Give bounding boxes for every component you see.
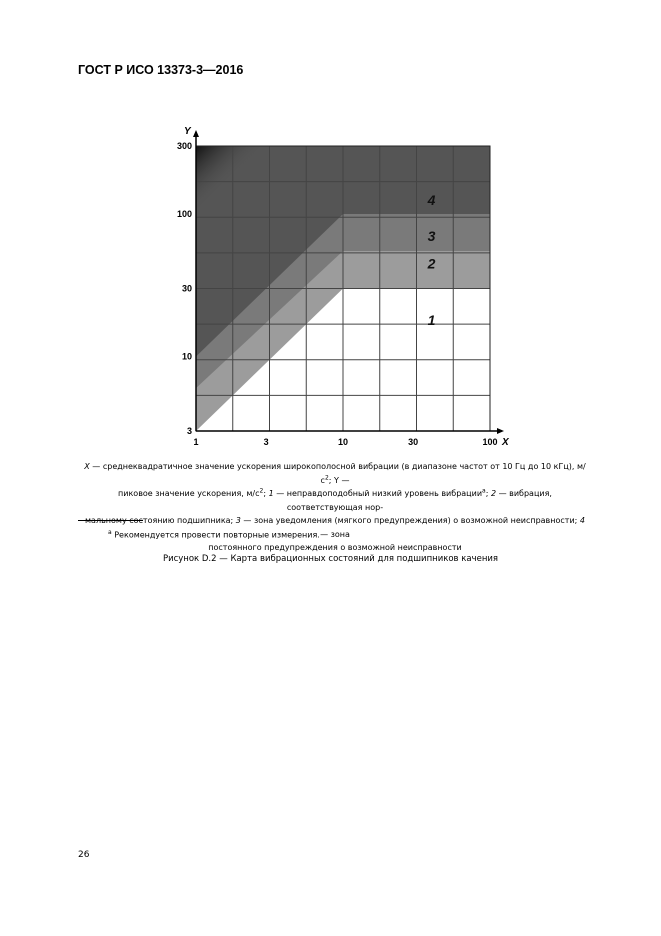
- zone-1-label: 1: [427, 312, 436, 329]
- figure-title: Рисунок D.2 — Карта вибрационных состояний для подшипников качения: [162, 554, 499, 564]
- legend-zone2-desc-cont: мальному состоянию подшипника;: [85, 516, 236, 525]
- document-header: ГОСТ Р ИСО 13373-3—2016: [78, 63, 244, 77]
- y-tick-label: 30: [181, 283, 192, 294]
- footnote-text: Рекомендуется провести повторные измерения.: [114, 530, 320, 540]
- legend-sep: ;: [263, 489, 269, 498]
- y-tick-label: 300: [176, 141, 192, 151]
- footnote: [108, 529, 320, 540]
- legend-x-symbol: X: [84, 462, 90, 471]
- x-tick-label: 100: [482, 437, 498, 447]
- footnote-mark: а: [108, 529, 112, 536]
- x-tick-label: 1: [193, 437, 199, 447]
- legend-sep: ;: [485, 489, 491, 498]
- y-tick-label: 10: [181, 351, 192, 362]
- footnote-rule: [78, 520, 143, 521]
- zone-2-label: 2: [427, 255, 436, 272]
- y-tick-label: 100: [176, 208, 192, 219]
- vibration-state-chart: [0, 0, 661, 460]
- legend-y-desc: пиковое значение ускорения, м/с: [118, 489, 260, 498]
- legend-zone1-desc: — неправдоподобный низкий уровень вибрации: [273, 489, 483, 498]
- y-axis-label: Y: [184, 126, 191, 137]
- legend-zone4-num: 4: [579, 516, 585, 525]
- legend-zone1-mark: а: [482, 487, 486, 495]
- x-axis-arrow: [497, 428, 504, 434]
- legend-zone3-num: 3: [235, 516, 241, 525]
- y-tick-label: 3: [186, 426, 192, 436]
- figure-legend: [80, 460, 590, 555]
- legend-x-desc: — среднеквадратичное значение ускорения широкополосной вибрации (в диапазоне частот от 10 Гц до 10 кГц), м/с: [89, 462, 586, 485]
- legend-zone2-desc: — вибрация, соответствующая нор-: [286, 489, 552, 512]
- zone-3-label: 3: [427, 228, 436, 245]
- x-tick-label: 3: [263, 437, 269, 447]
- legend-sq1: 2: [324, 473, 329, 481]
- legend-zone2-num: 2: [490, 489, 497, 498]
- legend-y-sep: ; Y —: [328, 475, 350, 485]
- zone-4-label: 4: [427, 192, 436, 209]
- x-axis-label: X: [502, 437, 509, 448]
- legend-zone4-desc: — зона: [320, 529, 350, 539]
- y-axis-arrow: [193, 130, 199, 137]
- page-number: 26: [78, 850, 90, 860]
- legend-zone4-desc-cont: постоянного предупреждения о возможной неисправности: [208, 543, 462, 552]
- x-tick-label: 10: [337, 437, 349, 447]
- x-tick-label: 30: [408, 437, 419, 447]
- legend-sq2: 2: [259, 487, 264, 495]
- legend-zone3-desc: — зона уведомления (мягкого предупреждения) о возможной неисправности;: [240, 516, 580, 525]
- legend-zone1-num: 1: [268, 489, 274, 498]
